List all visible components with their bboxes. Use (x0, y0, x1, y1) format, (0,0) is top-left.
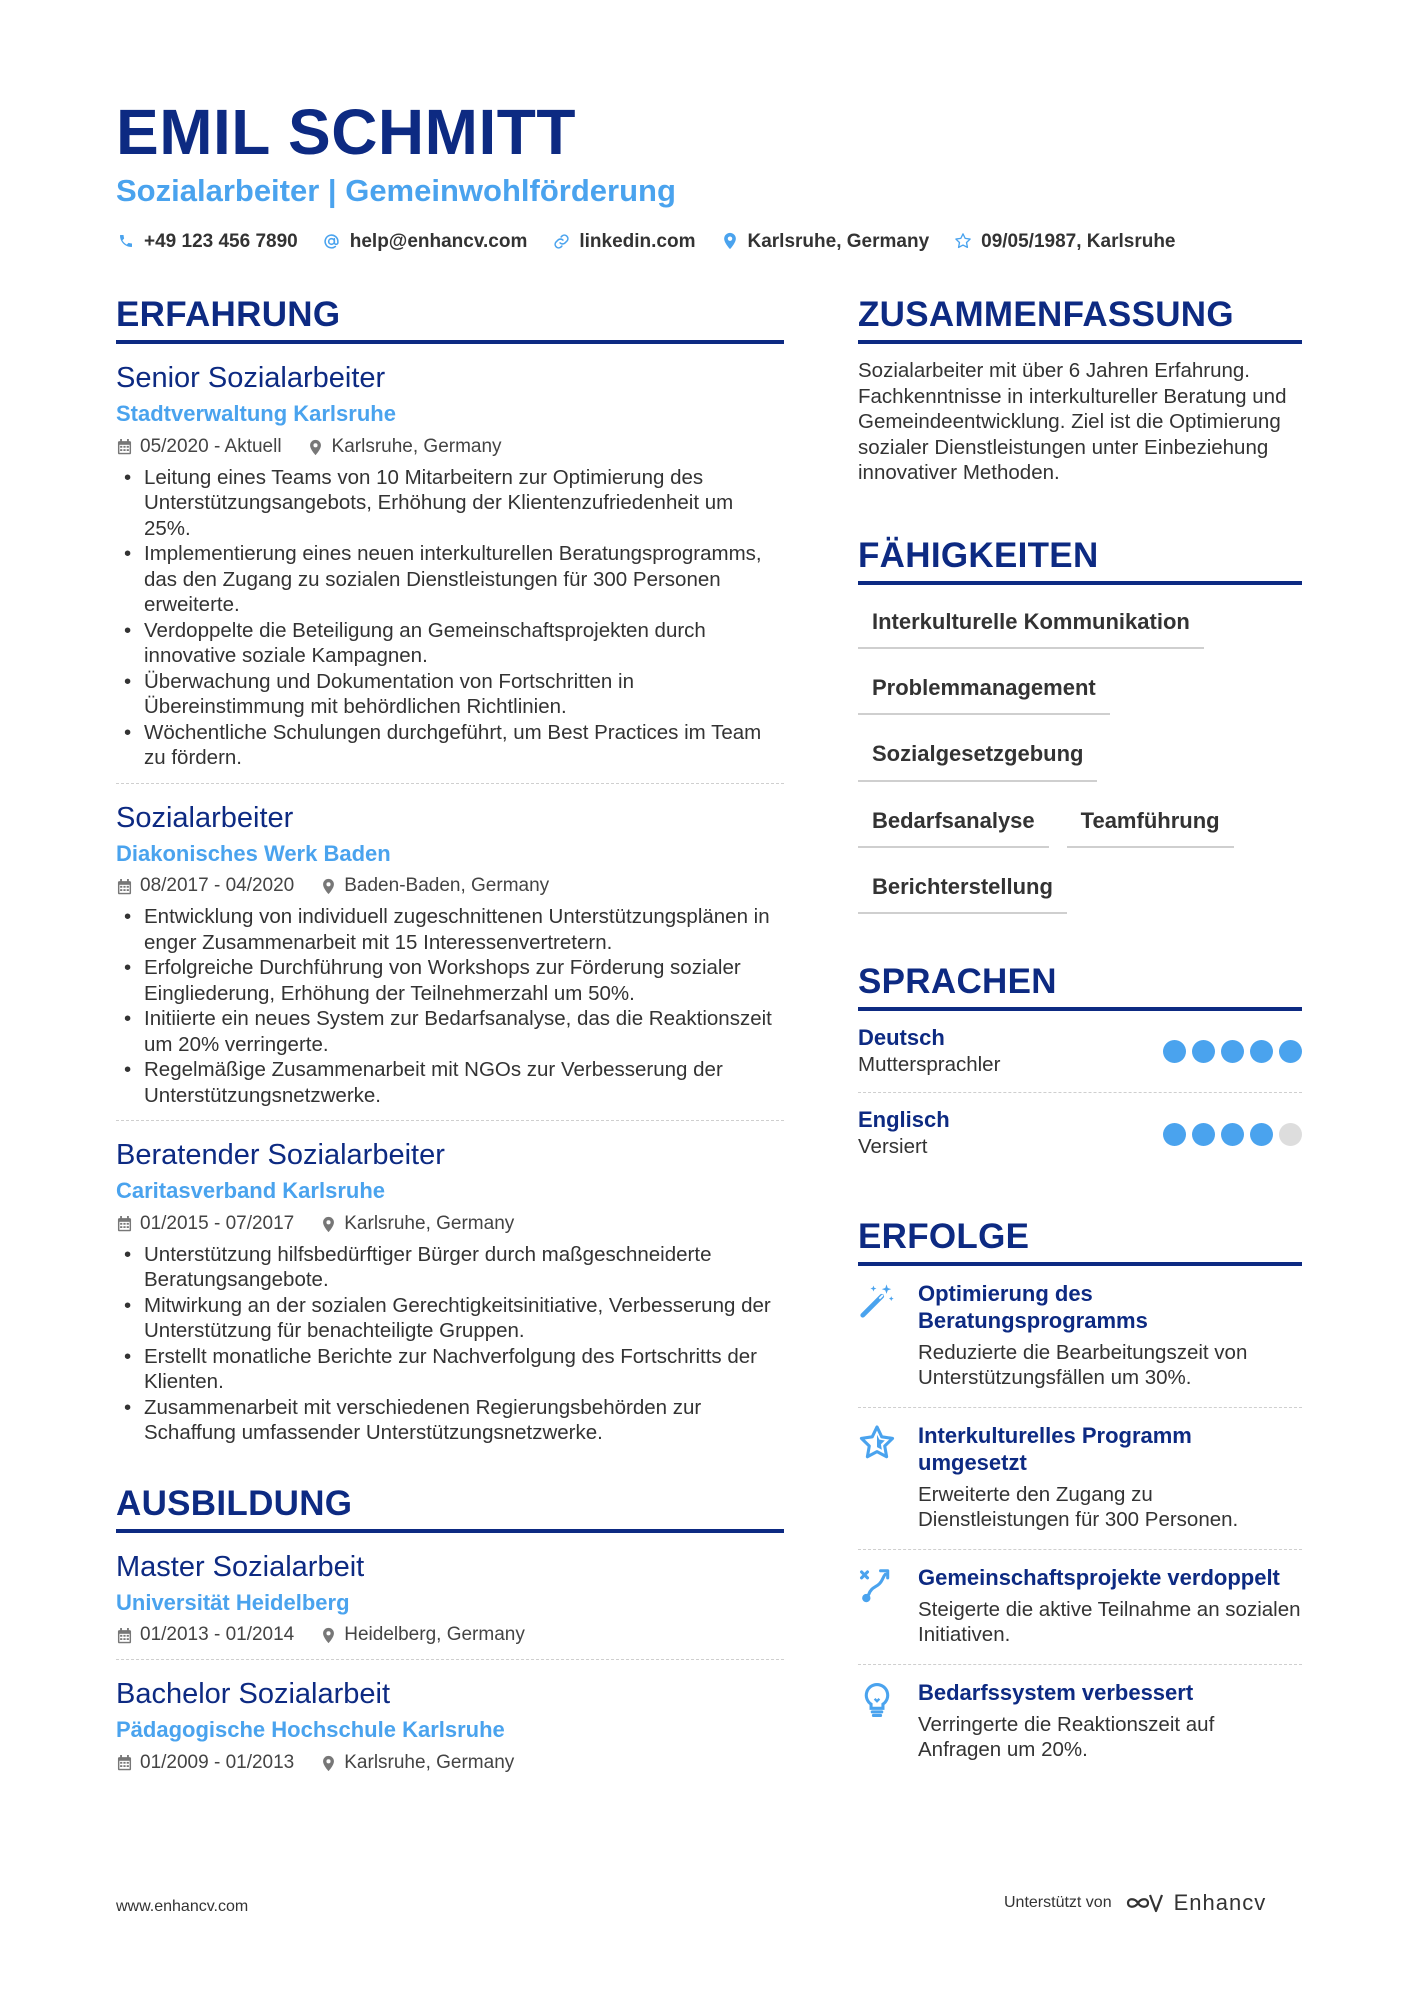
job-date-text: 05/2020 - Aktuell (140, 435, 282, 457)
skill-tag: Sozialgesetzgebung (858, 731, 1097, 781)
rating-dot-filled (1163, 1040, 1186, 1063)
job-location (320, 875, 549, 898)
language-name: Deutsch (858, 1025, 945, 1051)
job-title: Senior Sozialarbeiter (116, 362, 386, 394)
location-icon (320, 878, 336, 896)
job-bullet: • Wöchentliche Schulungen durchgeführt, um Best Practices im Team zu fördern. (116, 720, 784, 771)
language-item (858, 1093, 1302, 1174)
education-location (320, 1752, 514, 1775)
education-location-text: Karlsruhe, Germany (344, 1751, 515, 1773)
achievement-item (858, 1550, 1302, 1665)
job-title: Sozialarbeiter (116, 801, 294, 834)
left-column (116, 297, 784, 1775)
achievement-item (858, 1408, 1302, 1550)
rating-dot-filled (1250, 1040, 1273, 1063)
rating-dot-filled (1221, 1123, 1244, 1146)
company-name: Caritasverband Karlsruhe (116, 1178, 385, 1204)
education-date (116, 1624, 294, 1647)
calendar-icon (116, 1754, 132, 1772)
job-meta (116, 875, 784, 898)
language-rating (1157, 1040, 1302, 1063)
powered-by-text: Unterstützt von (1004, 1894, 1112, 1911)
job-bullets (116, 904, 784, 1108)
skill-tag: Berichterstellung (858, 864, 1067, 914)
job-title: Beratender Sozialarbeiter (116, 1139, 445, 1172)
language-level: Muttersprachler (858, 1052, 1001, 1076)
location-icon (308, 438, 324, 456)
job-date-text: 08/2017 - 04/2020 (140, 875, 295, 897)
education-entry (116, 1660, 784, 1775)
rating-dot-filled (1163, 1123, 1186, 1146)
job-bullet: • Regelmäßige Zusammenarbeit mit NGOs zur Verbesserung der Unterstützungsnetzwerke. (116, 1057, 784, 1108)
achievement-desc: Reduzierte die Bearbeitungszeit von Unterstützungsfällen um 30%. (918, 1340, 1248, 1390)
route-icon (858, 1564, 918, 1648)
job-bullet: • Implementierung eines neuen interkulturellen Beratungsprogramms, das den Zugang zu sozialen Dienstleistungen für 300 Personen erweiterte. (116, 541, 784, 618)
job-bullets (116, 1242, 784, 1446)
language-info (858, 1107, 950, 1160)
job-date (116, 875, 294, 898)
at-icon (322, 231, 342, 251)
language-info (858, 1025, 1000, 1078)
candidate-name: EMIL SCHMITT (116, 96, 576, 168)
job-bullet: • Mitwirkung an der sozialen Gerechtigkeitsinitiative, Verbesserung der Unterstützung für benachteiligte Gruppen. (116, 1293, 784, 1344)
achievement-content (918, 1679, 1302, 1763)
contact-location-text: Karlsruhe, Germany (747, 230, 930, 252)
contact-phone[interactable] (116, 231, 298, 251)
education-meta (116, 1624, 784, 1647)
job-bullet: • Entwicklung von individuell zugeschnittenen Unterstützungsplänen in enger Zusammenarbeit mit 15 Interessenvertretern. (116, 904, 784, 955)
achievement-item (858, 1665, 1302, 1779)
contact-linkedin-text: linkedin.com (579, 230, 696, 252)
education-entry (116, 1533, 784, 1661)
degree-title: Master Sozialarbeit (116, 1550, 365, 1583)
contact-phone-text: +49 123 456 7890 (144, 230, 298, 252)
contact-birth-text: 09/05/1987, Karlsruhe (981, 230, 1176, 252)
job-bullet: • Initiierte ein neues System zur Bedarfsanalyse, das die Reaktionszeit um 20% verringerte. (116, 1006, 784, 1057)
rating-dot-filled (1221, 1040, 1244, 1063)
language-level: Versiert (858, 1134, 928, 1158)
job-bullets (116, 465, 784, 771)
rating-dot-filled (1279, 1040, 1302, 1063)
calendar-icon (116, 1627, 132, 1645)
education-location (320, 1624, 525, 1647)
language-name: Englisch (858, 1107, 950, 1133)
school-name: Pädagogische Hochschule Karlsruhe (116, 1717, 505, 1743)
enhancv-logo[interactable] (1122, 1890, 1267, 1916)
achievement-title: Optimierung des Beratungsprogramms (918, 1280, 1148, 1333)
experience-entry (116, 784, 784, 1122)
magic-wand-icon (858, 1280, 918, 1391)
achievement-item (858, 1266, 1302, 1408)
job-bullet: • Verdoppelte die Beteiligung an Gemeinschaftsprojekten durch innovative soziale Kampagnen. (116, 618, 784, 669)
languages-section-title: SPRACHEN (858, 964, 1302, 1011)
location-icon (320, 1215, 336, 1233)
skill-tag: Interkulturelle Kommunikation (858, 599, 1204, 649)
job-location-text: Baden-Baden, Germany (344, 875, 550, 897)
experience-entry (116, 344, 784, 784)
job-meta (116, 1213, 784, 1236)
achievement-desc: Steigerte die aktive Teilnahme an sozialen Initiativen. (918, 1597, 1301, 1647)
right-column (858, 297, 1302, 1779)
company-name: Diakonisches Werk Baden (116, 840, 391, 866)
contact-birth (953, 231, 1175, 251)
skills-list (858, 599, 1302, 931)
achievement-content (918, 1280, 1302, 1391)
job-bullet: • Leitung eines Teams von 10 Mitarbeitern zur Optimierung des Unterstützungsangebots, Erhöhung der Klientenzufriedenheit um 25%. (116, 465, 784, 542)
summary-text: Sozialarbeiter mit über 6 Jahren Erfahrung. Fachkenntnisse in interkultureller Beratung und Gemeindeentwicklung. Ziel ist die Optimierung sozialer Dienstleistungen unter Einbeziehung innovativer Methoden. (858, 359, 1287, 484)
job-meta (116, 436, 784, 459)
education-location-text: Heidelberg, Germany (344, 1624, 525, 1646)
calendar-icon (116, 1215, 132, 1233)
education-date-text: 01/2009 - 01/2013 (140, 1751, 295, 1773)
job-date (116, 1213, 294, 1236)
job-bullet: • Zusammenarbeit mit verschiedenen Regierungsbehörden zur Schaffung umfassender Unterstützungsnetzwerke. (116, 1395, 784, 1446)
degree-title: Bachelor Sozialarbeit (116, 1678, 391, 1711)
achievement-title: Bedarfssystem verbessert (918, 1679, 1194, 1705)
achievement-desc: Erweiterte den Zugang zu Dienstleistungen für 300 Personen. (918, 1482, 1239, 1532)
calendar-icon (116, 878, 132, 896)
education-meta (116, 1752, 784, 1775)
job-bullet: • Erstellt monatliche Berichte zur Nachverfolgung des Fortschritts der Klienten. (116, 1344, 784, 1395)
rating-dot-filled (1192, 1123, 1215, 1146)
education-date-text: 01/2013 - 01/2014 (140, 1624, 295, 1646)
location-icon (320, 1627, 336, 1645)
job-location (308, 436, 502, 459)
location-icon (320, 1754, 336, 1772)
language-rating (1157, 1123, 1302, 1146)
achievements-section (858, 1216, 1302, 1779)
location-icon (720, 231, 740, 251)
skills-section-title: FÄHIGKEITEN (858, 538, 1302, 585)
candidate-title: Sozialarbeiter | Gemeinwohlförderung (116, 173, 676, 208)
phone-icon (116, 231, 136, 251)
footer-website[interactable]: www.enhancv.com (116, 1898, 249, 1915)
achievement-desc: Verringerte die Reaktionszeit auf Anfragen um 20%. (918, 1712, 1215, 1762)
link-icon (551, 231, 571, 251)
summary-section-title: ZUSAMMENFASSUNG (858, 297, 1302, 344)
experience-section-title: ERFAHRUNG (116, 297, 784, 344)
achievement-content (918, 1422, 1302, 1533)
contact-bar (116, 231, 1200, 251)
brand-name: Enhancv (1173, 1890, 1267, 1915)
company-name: Stadtverwaltung Karlsruhe (116, 401, 396, 427)
contact-linkedin[interactable] (551, 231, 695, 251)
education-section (116, 1483, 784, 1775)
job-bullet: • Erfolgreiche Durchführung von Workshops zur Förderung sozialer Eingliederung, Erhöhung der Teilnehmerzahl um 50%. (116, 955, 784, 1006)
job-location-text: Karlsruhe, Germany (331, 435, 502, 457)
star-icon (858, 1422, 918, 1533)
skill-tag: Teamführung (1067, 798, 1234, 848)
rating-dot-empty (1279, 1123, 1302, 1146)
skill-tag: Bedarfsanalyse (858, 798, 1049, 848)
achievement-title: Gemeinschaftsprojekte verdoppelt (918, 1564, 1280, 1590)
lightbulb-icon (858, 1679, 918, 1763)
star-icon (953, 231, 973, 251)
skills-section (858, 535, 1302, 931)
enhancv-logo-icon (1122, 1891, 1166, 1915)
job-bullet: • Unterstützung hilfsbedürftiger Bürger durch maßgeschneiderte Beratungsangebote. (116, 1242, 784, 1293)
achievement-title: Interkulturelles Programm umgesetzt (918, 1422, 1192, 1475)
footer-branding (1004, 1890, 1266, 1916)
achievements-section-title: ERFOLGE (858, 1219, 1302, 1266)
contact-email-text: help@enhancv.com (349, 230, 528, 252)
job-location-text: Karlsruhe, Germany (344, 1212, 515, 1234)
job-bullet: • Überwachung und Dokumentation von Fortschritten in Übereinstimmung mit behördlichen Richtlinien. (116, 669, 784, 720)
education-section-title: AUSBILDUNG (116, 1486, 784, 1533)
job-date (116, 436, 282, 459)
job-location (320, 1213, 514, 1236)
achievement-content (918, 1564, 1302, 1648)
education-date (116, 1752, 294, 1775)
school-name: Universität Heidelberg (116, 1589, 350, 1615)
contact-email[interactable] (322, 231, 528, 251)
experience-entry (116, 1121, 784, 1446)
languages-section (858, 964, 1302, 1174)
contact-location (720, 231, 930, 251)
job-date-text: 01/2015 - 07/2017 (140, 1212, 295, 1234)
calendar-icon (116, 438, 132, 456)
rating-dot-filled (1192, 1040, 1215, 1063)
language-item (858, 1011, 1302, 1093)
rating-dot-filled (1250, 1123, 1273, 1146)
skill-tag: Problemmanagement (858, 665, 1110, 715)
